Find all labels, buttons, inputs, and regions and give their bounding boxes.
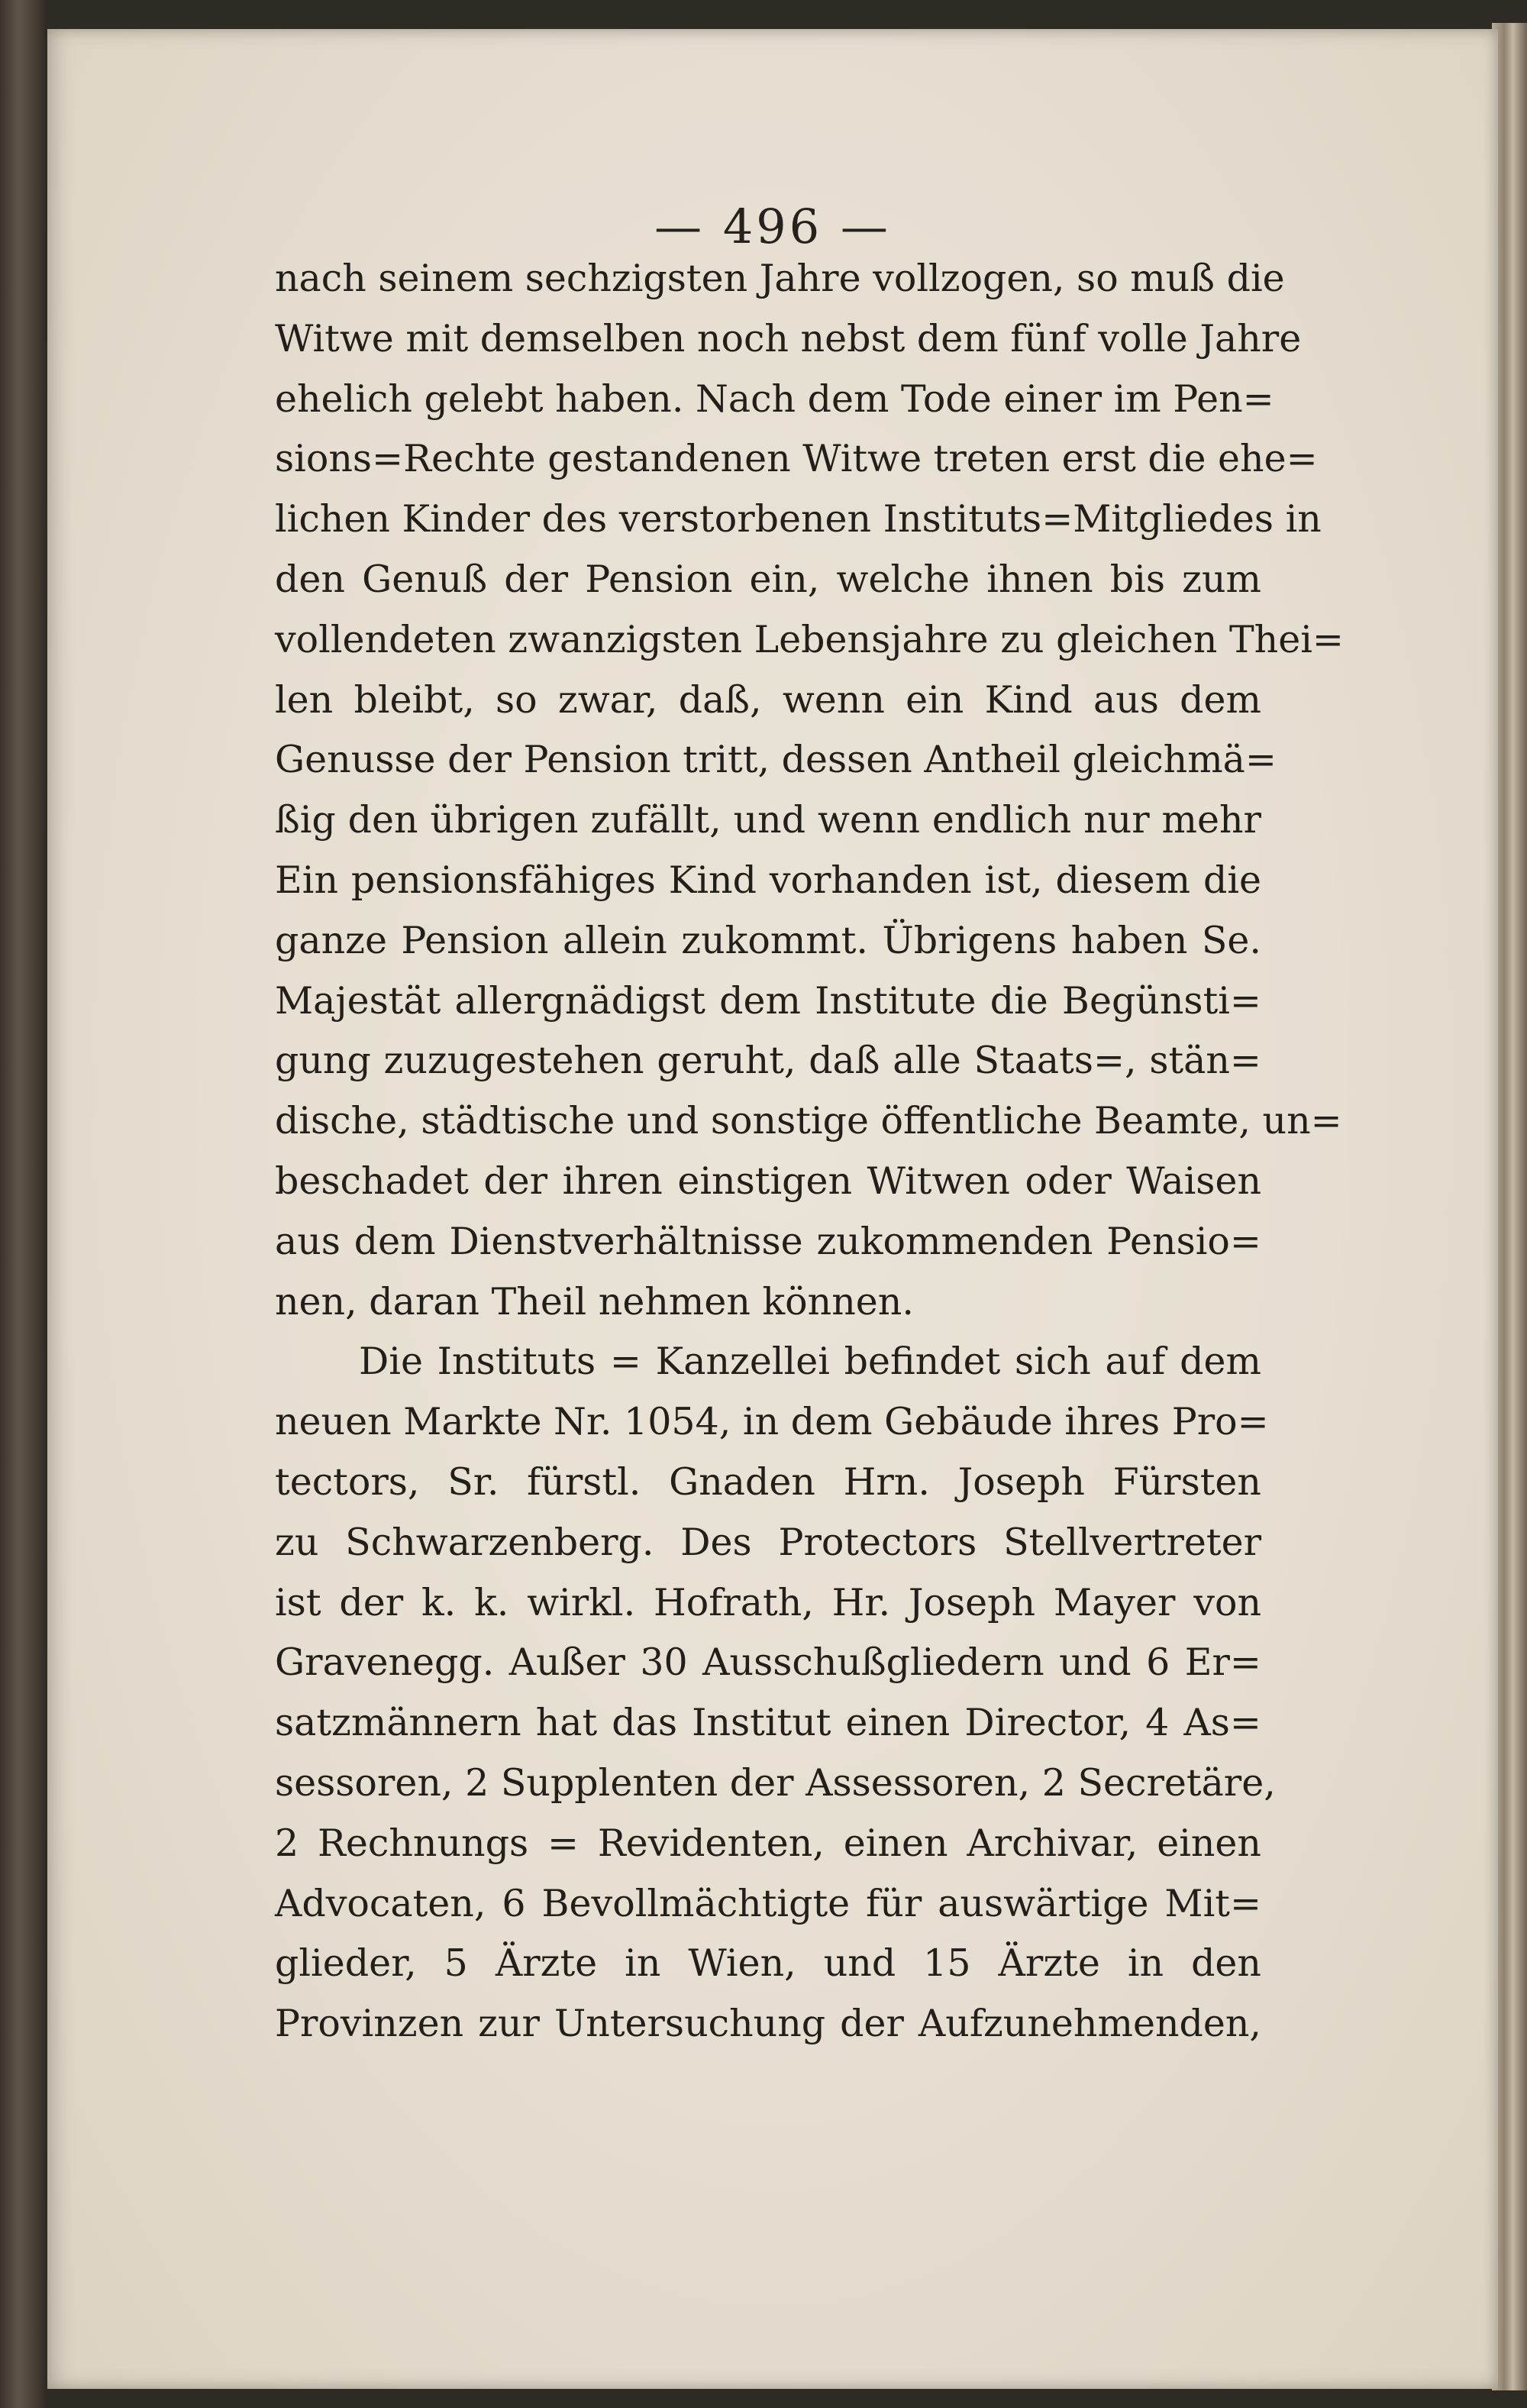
paragraph	[275, 249, 1344, 1332]
text-line: dische, städtische und sonstige öffentliche Beamte, un=	[275, 1099, 1342, 1143]
text-line: ganze Pension allein zukommt. Übrigens haben Se.	[275, 918, 1261, 962]
text-line: sions=Rechte gestandenen Witwe treten erst die ehe=	[275, 437, 1318, 481]
text-line: Majestät allergnädigst dem Institute die Begünsti=	[275, 978, 1261, 1023]
text-line: Ein pensionsfähiges Kind vorhanden ist, diesem die	[275, 858, 1261, 902]
text-line: ist der k. k. wirkl. Hofrath, Hr. Joseph Mayer von	[275, 1580, 1261, 1624]
text-line: glieder, 5 Ärzte in Wien, und 15 Ärzte in den	[275, 1941, 1261, 1986]
text-line: Gravenegg. Außer 30 Ausschußgliedern und 6 Er=	[275, 1640, 1261, 1685]
text-line: neuen Markte Nr. 1054, in dem Gebäude ihres Pro=	[275, 1400, 1269, 1444]
text-line: nen, daran Theil nehmen können.	[275, 1279, 914, 1324]
text-line: zu Schwarzenberg. Des Protectors Stellvertreter	[275, 1520, 1261, 1564]
text-line: ehelich gelebt haben. Nach dem Tode einer im Pen=	[275, 377, 1274, 421]
book-binding	[0, 0, 47, 2408]
text-line: ßig den übrigen zufällt, und wenn endlich nur mehr	[275, 798, 1261, 842]
text-line: 2 Rechnungs = Revidenten, einen Archivar, einen	[275, 1821, 1261, 1865]
text-line: lichen Kinder des verstorbenen Instituts=Mitgliedes in	[275, 497, 1322, 541]
text-line: den Genuß der Pension ein, welche ihnen bis zum	[275, 557, 1261, 601]
text-line: Witwe mit demselben noch nebst dem fünf volle Jahre	[275, 316, 1302, 360]
page-number: — 496 —	[654, 199, 891, 254]
text-line: len bleibt, so zwar, daß, wenn ein Kind aus dem	[275, 677, 1261, 722]
text-line: vollendeten zwanzigsten Lebensjahre zu gleichen Thei=	[275, 617, 1344, 661]
text-line: satzmännern hat das Institut einen Director, 4 As=	[275, 1701, 1261, 1745]
text-line: Genusse der Pension tritt, dessen Antheil gleichmä=	[275, 738, 1277, 782]
text-line: Die Instituts = Kanzellei befindet sich auf dem	[359, 1340, 1261, 1384]
body-text	[275, 249, 1344, 2054]
text-line: beschadet der ihren einstigen Witwen oder Waisen	[275, 1159, 1261, 1203]
text-line: Provinzen zur Untersuchung der Aufzunehmenden,	[275, 2002, 1261, 2046]
text-line: Advocaten, 6 Bevollmächtigte für auswärtige Mit=	[275, 1881, 1261, 1925]
text-line: nach seinem sechzigsten Jahre vollzogen, so muß die	[275, 257, 1285, 300]
text-line: sessoren, 2 Supplenten der Assessoren, 2 Secretäre,	[275, 1760, 1276, 1805]
paragraph	[275, 1332, 1276, 2054]
text-line: aus dem Dienstverhältnisse zukommenden Pensio=	[275, 1219, 1261, 1263]
text-line: gung zuzugestehen geruht, daß alle Staats=, stän=	[275, 1039, 1261, 1083]
text-line: tectors, Sr. fürstl. Gnaden Hrn. Joseph Fürsten	[275, 1459, 1261, 1504]
